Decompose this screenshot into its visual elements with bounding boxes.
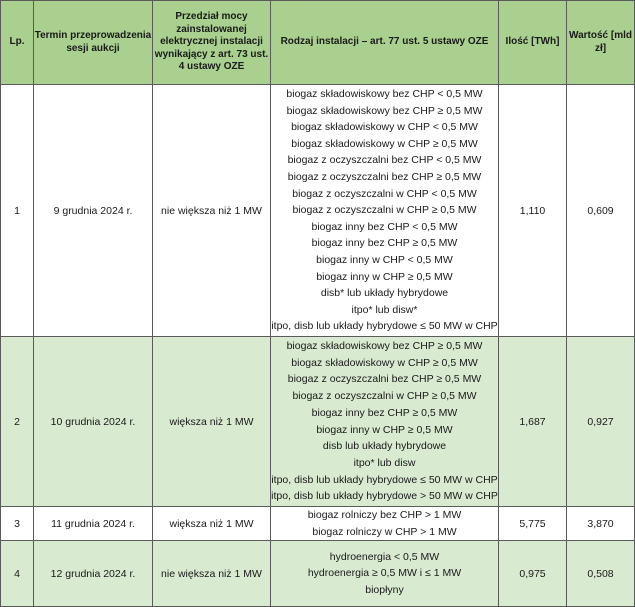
installation-type: biogaz składowiskowy w CHP < 0,5 MW <box>291 121 478 134</box>
header-rodzaj: Rodzaj instalacji – art. 77 ust. 5 ustawy OZE <box>271 1 499 85</box>
cell-ilosc: 1,687 <box>499 337 567 507</box>
installation-type: biogaz z oczyszczalni bez CHP < 0,5 MW <box>287 154 482 167</box>
cell-lp: 3 <box>1 507 34 541</box>
installation-type: hydroenergia ≥ 0,5 MW i ≤ 1 MW <box>307 567 462 580</box>
installation-type: biogaz z oczyszczalni bez CHP ≥ 0,5 MW <box>287 373 482 386</box>
cell-ilosc: 0,975 <box>499 541 567 607</box>
installation-type: biogaz składowiskowy w CHP ≥ 0,5 MW <box>291 356 478 369</box>
installation-type: biogaz z oczyszczalni w CHP < 0,5 MW <box>292 187 477 200</box>
installation-type: biogaz rolniczy w CHP > 1 MW <box>312 525 457 538</box>
cell-przedzial: nie większa niż 1 MW <box>153 541 271 607</box>
cell-ilosc: 1,110 <box>499 85 567 337</box>
header-wartosc: Wartość [mld zł] <box>567 1 635 85</box>
cell-przedzial: nie większa niż 1 MW <box>153 85 271 337</box>
installation-type: biogaz z oczyszczalni w CHP ≥ 0,5 MW <box>292 390 477 403</box>
cell-przedzial: większa niż 1 MW <box>153 507 271 541</box>
cell-lp: 2 <box>1 337 34 507</box>
cell-wartosc: 0,927 <box>567 337 635 507</box>
cell-lp: 4 <box>1 541 34 607</box>
table-row <box>1 507 635 541</box>
table-row <box>1 541 635 607</box>
installation-type: biogaz składowiskowy w CHP ≥ 0,5 MW <box>291 137 478 150</box>
installation-type: biogaz składowiskowy bez CHP < 0,5 MW <box>286 88 483 101</box>
installation-type: biogaz składowiskowy bez CHP ≥ 0,5 MW <box>286 339 483 352</box>
cell-wartosc: 0,508 <box>567 541 635 607</box>
table-row <box>1 337 635 507</box>
installation-type: itpo, disb lub układy hybrydowe > 50 MW w CHP <box>271 490 498 503</box>
installation-type: itpo* lub disw* <box>351 303 418 316</box>
installation-type: disb* lub układy hybrydowe <box>320 287 449 300</box>
cell-lp: 1 <box>1 85 34 337</box>
cell-termin: 12 grudnia 2024 r. <box>34 541 153 607</box>
installation-type: biogaz rolniczy bez CHP > 1 MW <box>307 509 462 522</box>
cell-termin: 11 grudnia 2024 r. <box>34 507 153 541</box>
cell-termin: 9 grudnia 2024 r. <box>34 85 153 337</box>
header-przedzial: Przedział mocy zainstalowanej elektrycznej instalacji wynikający z art. 73 ust. 4 ustawy OZE <box>153 1 271 85</box>
cell-przedzial: większa niż 1 MW <box>153 337 271 507</box>
installation-type: biogaz inny bez CHP < 0,5 MW <box>311 220 458 233</box>
installation-type: biogaz inny bez CHP ≥ 0,5 MW <box>311 406 458 419</box>
cell-rodzaj <box>271 507 499 541</box>
installation-type: itpo, disb lub układy hybrydowe ≤ 50 MW w CHP <box>271 320 498 333</box>
installation-type: biogaz inny bez CHP ≥ 0,5 MW <box>311 237 458 250</box>
cell-rodzaj <box>271 337 499 507</box>
installation-type: biogaz inny w CHP < 0,5 MW <box>316 253 453 266</box>
cell-rodzaj <box>271 541 499 607</box>
installation-type: itpo* lub disw <box>353 456 416 469</box>
installation-type: disb lub układy hybrydowe <box>322 440 447 453</box>
cell-wartosc: 3,870 <box>567 507 635 541</box>
header-ilosc: Ilość [TWh] <box>499 1 567 85</box>
installation-type: hydroenergia < 0,5 MW <box>329 551 440 564</box>
cell-wartosc: 0,609 <box>567 85 635 337</box>
installation-type: itpo, disb lub układy hybrydowe ≤ 50 MW w CHP <box>271 473 498 486</box>
installation-type: biogaz z oczyszczalni w CHP ≥ 0,5 MW <box>292 204 477 217</box>
installation-type: biogaz inny w CHP ≥ 0,5 MW <box>316 270 453 283</box>
header-termin: Termin przeprowadzenia sesji aukcji <box>34 1 153 85</box>
cell-rodzaj <box>271 85 499 337</box>
cell-termin: 10 grudnia 2024 r. <box>34 337 153 507</box>
installation-type: biopłyny <box>365 583 404 596</box>
cell-ilosc: 5,775 <box>499 507 567 541</box>
installation-type: biogaz składowiskowy bez CHP ≥ 0,5 MW <box>286 104 483 117</box>
installation-type: biogaz inny w CHP ≥ 0,5 MW <box>316 423 453 436</box>
header-lp: Lp. <box>1 1 34 85</box>
table-row <box>1 85 635 337</box>
installation-type: biogaz z oczyszczalni bez CHP ≥ 0,5 MW <box>287 171 482 184</box>
header-row <box>1 1 635 85</box>
